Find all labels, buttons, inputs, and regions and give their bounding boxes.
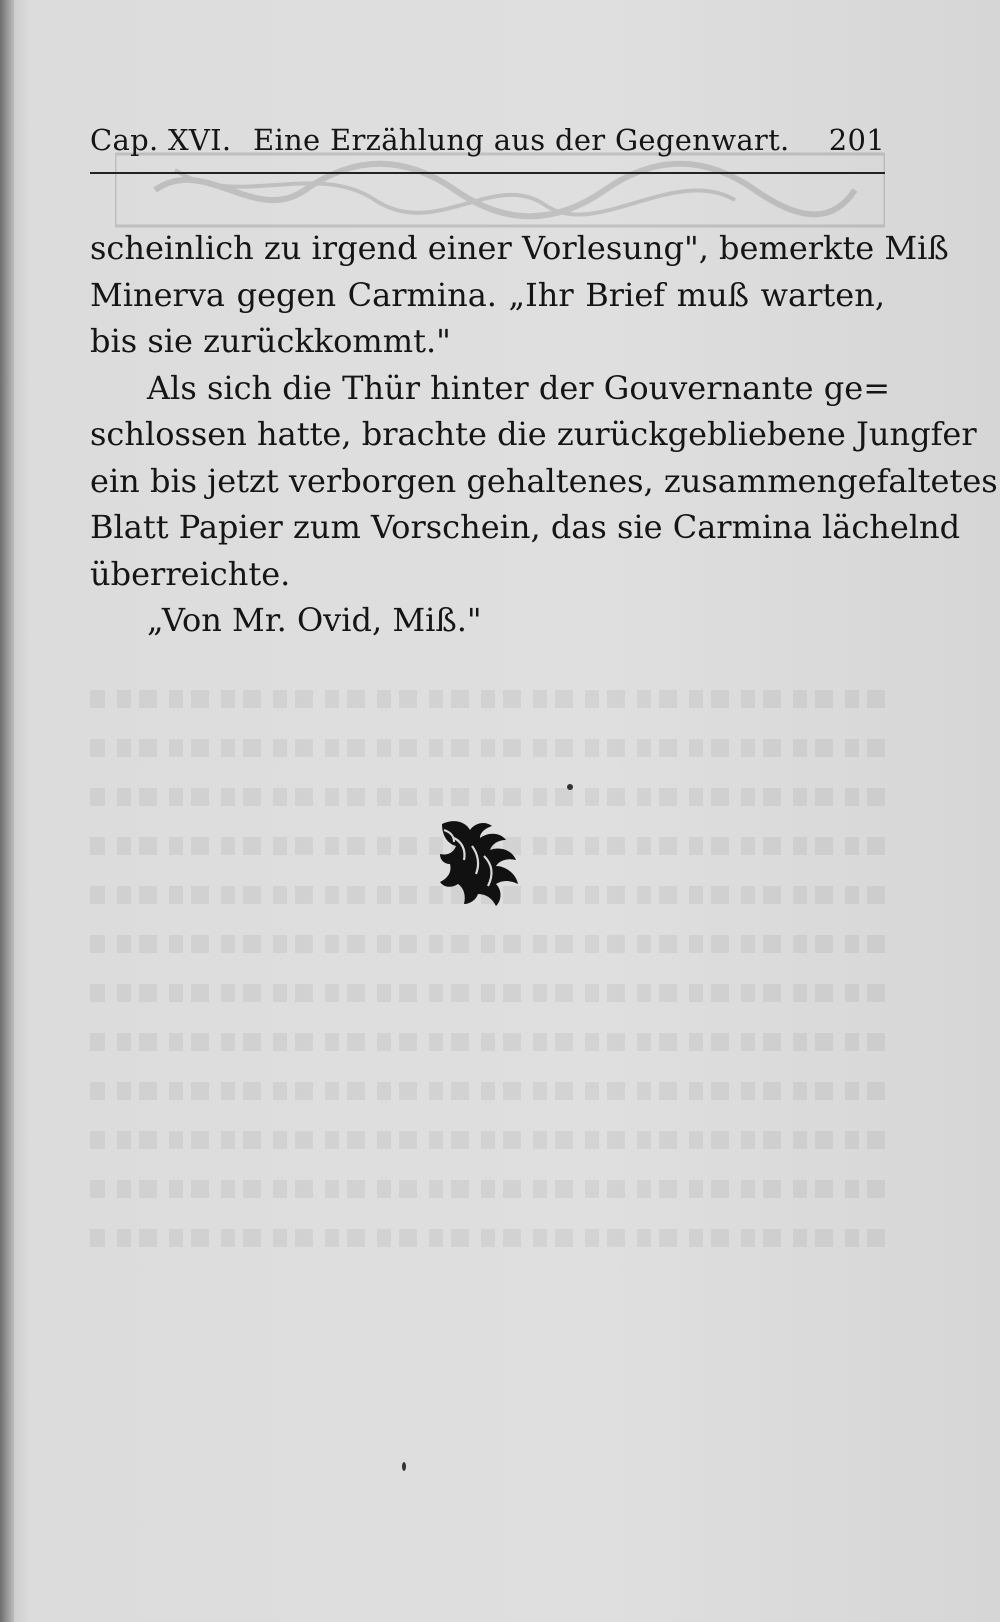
- text-line: ein bis jetzt verborgen gehaltenes, zusammengefaltetes: [90, 461, 998, 500]
- text-line: schlossen hatte, brachte die zurückgebliebene Jungfer: [90, 415, 977, 453]
- leaf-scroll-ornament-icon: [436, 816, 528, 908]
- show-through-text: [90, 690, 885, 1278]
- text-line: Als sich die Thür hinter der Gouvernante ge=: [147, 368, 891, 407]
- print-speck: [567, 784, 573, 790]
- text-line: bis sie zurückkommt.": [90, 322, 451, 360]
- spine-shadow: [0, 0, 14, 1622]
- body-text: [90, 225, 998, 644]
- print-speck: [402, 1462, 406, 1471]
- chapter-label: Cap. XVI.: [90, 123, 232, 157]
- text-line: Minerva gegen Carmina. „Ihr Brief muß warten,: [90, 275, 885, 314]
- text-line: „Von Mr. Ovid, Miß.": [147, 601, 482, 639]
- show-through-ornament: [115, 150, 885, 230]
- text-line: überreichte.: [90, 554, 291, 593]
- text-line: scheinlich zu irgend einer Vorlesung", bemerkte Miß: [90, 229, 949, 267]
- text-line: Blatt Papier zum Vorschein, das sie Carmina lächelnd: [90, 508, 961, 546]
- chapter-title: Eine Erzählung aus der Gegenwart.: [253, 123, 790, 157]
- header-rule: [90, 172, 885, 174]
- page-number: 201: [828, 123, 885, 157]
- running-head: [90, 118, 885, 162]
